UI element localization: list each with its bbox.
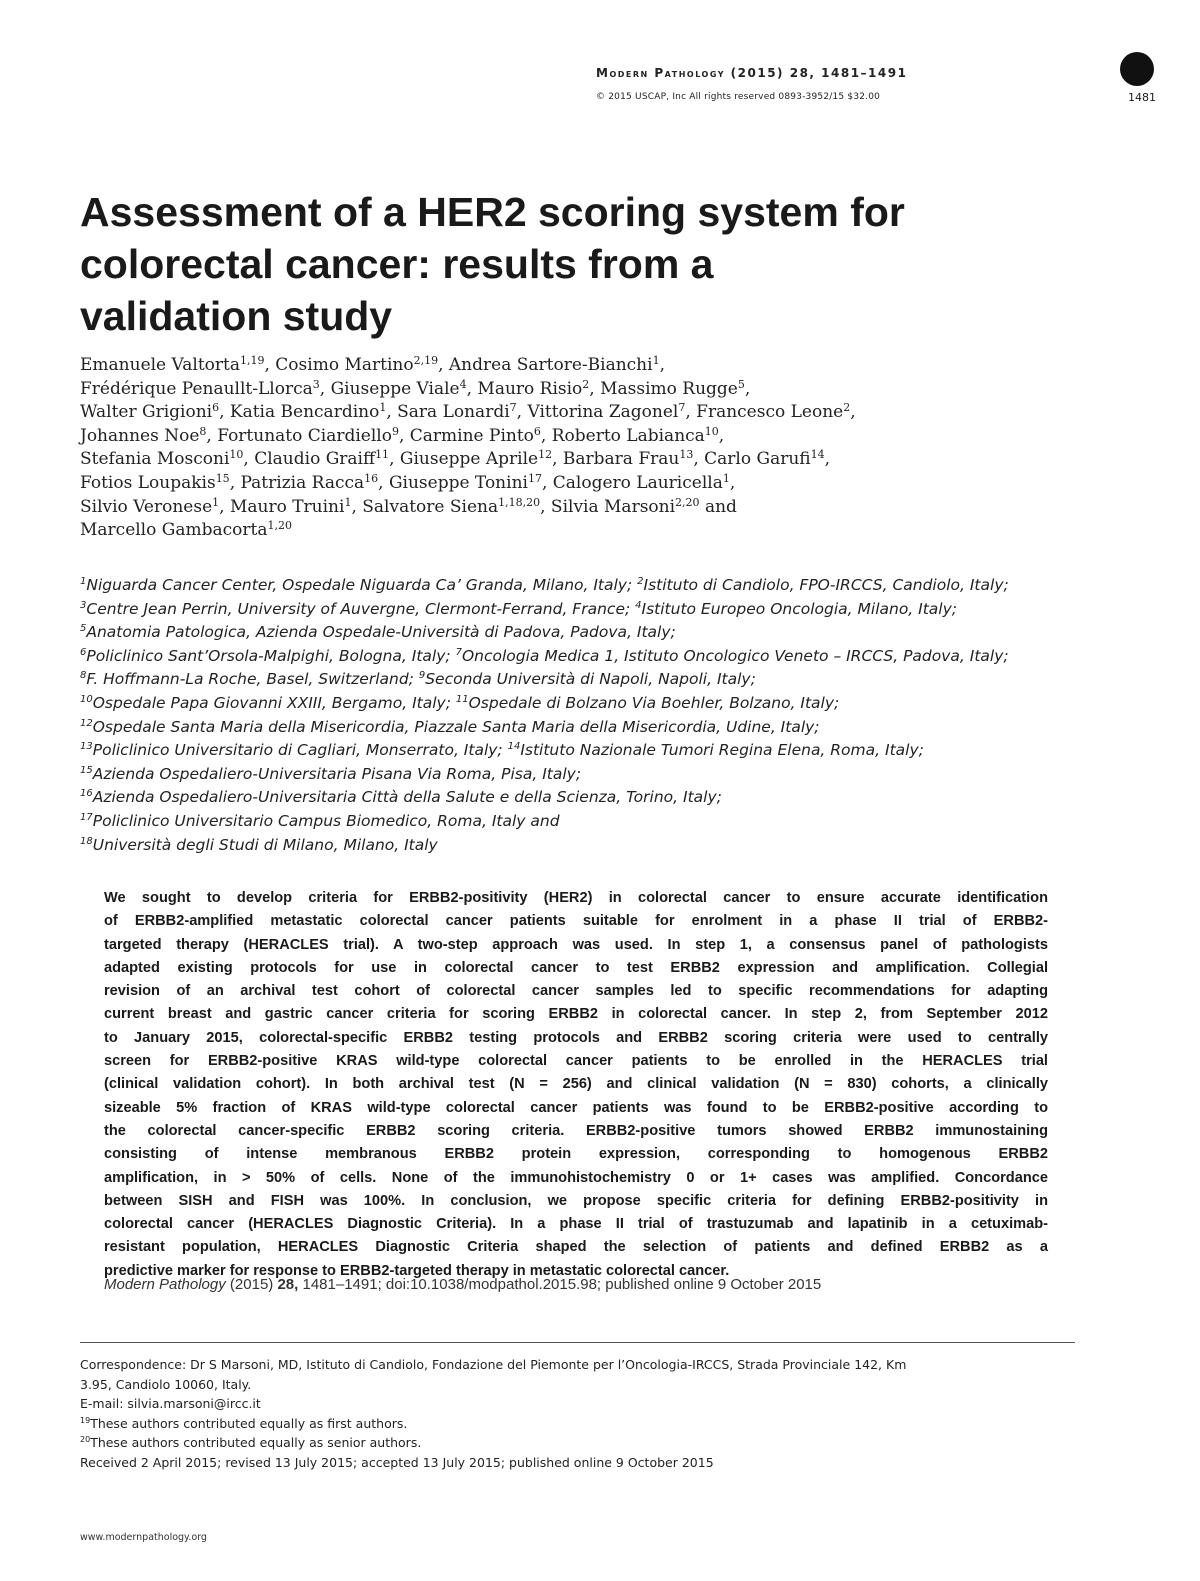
- author-affiliation-ref: 1,19: [239, 354, 265, 367]
- affiliation-line: [80, 810, 1090, 834]
- citation-volume: 28,: [277, 1276, 299, 1293]
- author: Andrea Sartore-Bianchi: [448, 355, 653, 375]
- author-affiliation-ref: 17: [527, 471, 542, 485]
- footnote-number: 19: [80, 1415, 91, 1425]
- affiliation: F. Hoffmann-La Roche, Basel, Switzerland;: [86, 670, 414, 689]
- affiliation: Ospedale Santa Maria della Misericordia, Piazzale Santa Maria della Misericordia, Udine, Italy;: [92, 717, 820, 736]
- footnote-text: These authors contributed equally as senior authors.: [90, 1435, 422, 1451]
- author-affiliation-ref: 6: [533, 424, 541, 438]
- author: Cosimo Martino: [275, 355, 414, 375]
- author: Johannes Noe: [80, 425, 200, 446]
- abstract-line: of ERBB2-amplified metastatic colorectal cancer patients suitable for enrolment in a phase II trial of ERBB2-: [104, 913, 1048, 930]
- footnote-number: 20: [80, 1435, 91, 1445]
- author-affiliation-ref: 1,18,20: [498, 495, 541, 509]
- author: Salvatore Siena: [362, 496, 499, 517]
- affiliation: Azienda Ospedaliero-Universitaria Città della Salute e della Scienza, Torino, Italy;: [92, 788, 722, 807]
- affiliation-number: 15: [80, 764, 93, 776]
- author: Fotios Loupakis: [80, 472, 216, 493]
- abstract-line: resistant population, HERACLES Diagnostic Criteria shaped the selection of patients and defined ERBB2 as a: [104, 1239, 1048, 1256]
- affiliation-number: 18: [80, 835, 93, 847]
- abstract-line: targeted therapy (HERACLES trial). A two-step approach was used. In step 1, a consensus panel of pathologists: [104, 936, 1048, 953]
- author-affiliation-ref: 1: [722, 471, 730, 485]
- author-affiliation-ref: 2,20: [675, 495, 700, 509]
- journal-citation-header: Modern Pathology (2015) 28, 1481–1491: [596, 66, 908, 80]
- affiliation: Istituto Nazionale Tumori Regina Elena, Roma, Italy;: [520, 741, 924, 760]
- affiliation-number: 10: [80, 693, 93, 705]
- author: Fortunato Ciardiello: [217, 425, 392, 446]
- citation-journal: Modern Pathology: [104, 1276, 226, 1293]
- article-title: [80, 186, 1060, 342]
- abstract-line: predictive marker for response to ERBB2-targeted therapy in metastatic colorectal cancer.: [104, 1262, 730, 1279]
- footnote-equal-first: [80, 1414, 1080, 1434]
- author-line: Johannes Noe$^8$, Fortunato Ciardiello$^9$, Carmine Pinto$^6$, Roberto Labianca$^{10}$,: [80, 424, 725, 446]
- author-line: Frédérique Penaullt-Llorca$^3$, Giuseppe Viale$^4$, Mauro Risio$^2$, Massimo Rugge$^5$,: [80, 377, 751, 399]
- affiliation: Policlinico Sant’Orsola-Malpighi, Bologna, Italy;: [86, 646, 451, 665]
- author-affiliation-ref: 10: [704, 424, 719, 438]
- affiliation-number: 3: [80, 599, 87, 611]
- affiliation-number: 8: [80, 670, 87, 682]
- author-affiliation-ref: 12: [538, 448, 553, 462]
- author-line: Fotios Loupakis$^{15}$, Patrizia Racca$^{16}$, Giuseppe Tonini$^{17}$, Calogero Lauricella$^1$,: [80, 471, 736, 493]
- author-affiliation-ref: 2: [582, 377, 590, 391]
- author: Mauro Truini: [229, 496, 345, 517]
- author: Claudio Graiff: [254, 449, 376, 470]
- author-affiliation-ref: 1: [212, 495, 220, 509]
- author-affiliation-ref: 4: [459, 377, 467, 391]
- abstract-line: the colorectal cancer-specific ERBB2 scoring criteria. ERBB2-positive tumors showed ERBB2 immunostaining: [104, 1122, 1048, 1139]
- author-affiliation-ref: 10: [229, 448, 244, 462]
- author-line: Stefania Mosconi$^{10}$, Claudio Graiff$^{11}$, Giuseppe Aprile$^{12}$, Barbara Frau$^{13}$, Carlo Garufi$^{14}$,: [80, 448, 831, 470]
- author-affiliation-ref: 15: [215, 471, 230, 485]
- affiliation-line: [80, 739, 1090, 763]
- author-line: Walter Grigioni$^6$, Katia Bencardino$^1$, Sara Lonardi$^7$, Vittorina Zagonel$^7$, Francesco Leone$^2$,: [80, 401, 856, 423]
- received-dates: Received 2 April 2015; revised 13 July 2015; accepted 13 July 2015; published online 9 October 2015: [80, 1454, 714, 1470]
- affiliation: Policlinico Universitario di Cagliari, Monserrato, Italy;: [92, 741, 503, 760]
- affiliation-number: 2: [637, 576, 644, 587]
- affiliation-number: 7: [455, 646, 462, 658]
- author-affiliation-ref: 11: [375, 448, 390, 462]
- title-line: validation study: [80, 293, 393, 339]
- affiliation: Seconda Università di Napoli, Napoli, Italy;: [425, 670, 756, 689]
- affiliation-line: [80, 716, 1090, 740]
- author: Giuseppe Aprile: [399, 449, 539, 470]
- title-line: colorectal cancer: results from a: [80, 241, 714, 287]
- affiliation: Ospedale di Bolzano Via Boehler, Bolzano, Italy;: [468, 693, 840, 712]
- affiliation-number: 17: [80, 811, 93, 823]
- affiliation-line: [80, 574, 1090, 598]
- citation-details: 1481–1491; doi:10.1038/modpathol.2015.98; published online 9 October 2015: [302, 1276, 822, 1293]
- author-affiliation-ref: 7: [509, 401, 517, 415]
- author: Roberto Labianca: [551, 425, 705, 446]
- abstract-line: amplification, in > 50% of cells. None of the immunohistochemistry 0 or 1+ cases was amplified. Concordance: [104, 1169, 1048, 1186]
- author-affiliation-ref: 14: [810, 448, 825, 462]
- author-affiliation-ref: 3: [312, 377, 320, 391]
- affiliation-number: 5: [80, 623, 87, 635]
- author: Massimo Rugge: [600, 378, 738, 399]
- abstract-line: (clinical validation cohort). In both archival test (N = 256) and clinical validation (N = 830) cohorts, a clinically: [104, 1076, 1048, 1093]
- author-list: [80, 354, 1090, 543]
- page-number: 1481: [1128, 91, 1156, 104]
- running-header: [596, 66, 1156, 102]
- correspondence-line: 3.95, Candiolo 10060, Italy.: [80, 1376, 252, 1392]
- author: Stefania Mosconi: [80, 449, 230, 470]
- footnotes: [80, 1355, 1080, 1473]
- author-line: [80, 519, 1090, 543]
- author: Marcello Gambacorta: [80, 520, 268, 541]
- affiliation-number: 13: [80, 741, 93, 753]
- abstract-line: colorectal cancer (HERACLES Diagnostic Criteria). In a phase II trial of trastuzumab and lapatinib in a cetuximab-: [104, 1216, 1048, 1233]
- author: Carmine Pinto: [409, 425, 534, 446]
- email-line: E-mail: silvia.marsoni@ircc.it: [80, 1396, 261, 1412]
- author: Walter Grigioni: [80, 402, 213, 423]
- affiliation-number: 1: [80, 576, 87, 587]
- journal-website: www.modernpathology.org: [80, 1532, 207, 1543]
- affiliation-number: 12: [80, 717, 93, 729]
- abstract-line: consisting of intense membranous ERBB2 protein expression, corresponding to homogenous ERBB2: [104, 1146, 1048, 1163]
- affiliation-line: [80, 621, 1090, 645]
- author: Calogero Lauricella: [552, 472, 723, 493]
- abstract-line: We sought to develop criteria for ERBB2-positivity (HER2) in colorectal cancer to ensure accurate identification: [104, 890, 1048, 906]
- author-affiliation-ref: 5: [737, 377, 745, 391]
- affiliation-list: [80, 574, 1090, 857]
- author: Mauro Risio: [477, 378, 583, 399]
- affiliation-number: 16: [80, 788, 93, 800]
- affiliation-number: 6: [80, 646, 87, 658]
- author-affiliation-ref: 2,19: [413, 354, 439, 367]
- author: Vittorina Zagonel: [527, 402, 679, 423]
- article-citation: [104, 1276, 1048, 1293]
- abstract-line: between SISH and FISH was 100%. In conclusion, we propose specific criteria for defining ERBB2-positivity in: [104, 1192, 1048, 1209]
- author-affiliation-ref: 1: [379, 401, 387, 415]
- affiliation: Oncologia Medica 1, Istituto Oncologico Veneto – IRCCS, Padova, Italy;: [461, 646, 1009, 665]
- abstract-line: sizeable 5% fraction of KRAS wild-type colorectal cancer patients was found to be ERBB2-positive according to: [104, 1099, 1048, 1116]
- affiliation-line: [80, 834, 1090, 858]
- author-affiliation-ref: 13: [679, 448, 694, 462]
- affiliation: Azienda Ospedaliero-Universitaria Pisana Via Roma, Pisa, Italy;: [92, 764, 582, 783]
- affiliation-line: [80, 598, 1090, 622]
- author-affiliation-ref: 2: [843, 401, 851, 415]
- copyright-line: © 2015 USCAP, Inc All rights reserved 0893-3952/15 $32.00: [596, 92, 881, 102]
- author-affiliation-ref: 6: [212, 401, 220, 415]
- affiliation-line: [80, 668, 1090, 692]
- author-affiliation-ref: 9: [391, 424, 399, 438]
- affiliation: Ospedale Papa Giovanni XXIII, Bergamo, Italy;: [92, 693, 451, 712]
- affiliation: Anatomia Patologica, Azienda Ospedale-Università di Padova, Padova, Italy;: [86, 623, 676, 642]
- affiliation: Niguarda Cancer Center, Ospedale Niguarda Ca’ Granda, Milano, Italy;: [86, 576, 633, 594]
- author: Giuseppe Tonini: [388, 472, 528, 493]
- author: Emanuele Valtorta: [80, 355, 240, 375]
- author-affiliation-ref: 16: [364, 471, 379, 485]
- footnote-equal-senior: [80, 1433, 1080, 1453]
- affiliation-line: [80, 645, 1090, 669]
- author-affiliation-ref: 8: [199, 424, 207, 438]
- title-line: Assessment of a HER2 scoring system for: [80, 189, 905, 235]
- author: Silvia Marsoni: [550, 496, 676, 517]
- corner-dot-icon: [1120, 52, 1154, 86]
- affiliation: Istituto di Candiolo, FPO-IRCCS, Candiolo, Italy;: [643, 576, 1009, 594]
- author-affiliation-ref: 1: [652, 354, 660, 367]
- author: Sara Lonardi: [397, 402, 510, 423]
- author-affiliation-ref: 1: [344, 495, 352, 509]
- author: Frédérique Penaullt-Llorca: [80, 378, 313, 399]
- abstract-line: to January 2015, colorectal-specific ERBB2 testing protocols and ERBB2 scoring criteria were used to centrally: [104, 1029, 1048, 1046]
- author-conjunction: and: [704, 496, 737, 517]
- correspondence-line: Correspondence: Dr S Marsoni, MD, Istituto di Candiolo, Fondazione del Piemonte per l’Oncologia-IRCCS, Strada Provinciale 142, Km: [80, 1357, 907, 1372]
- author: Katia Bencardino: [229, 402, 380, 423]
- affiliation: Università degli Studi di Milano, Milano, Italy: [92, 835, 438, 854]
- citation-year: (2015): [229, 1276, 274, 1293]
- abstract-line: adapted existing protocols for use in colorectal cancer to test ERBB2 expression and amplification. Collegial: [104, 959, 1048, 976]
- footnote-text: These authors contributed equally as first authors.: [90, 1415, 408, 1431]
- affiliation: Istituto Europeo Oncologia, Milano, Italy;: [641, 599, 958, 618]
- abstract-line: revision of an archival test cohort of colorectal cancer samples led to specific recommendations for adapting: [104, 983, 1048, 1000]
- author-line: Silvio Veronese$^1$, Mauro Truini$^1$, Salvatore Siena$^{1,18,20}$, Silvia Marsoni$^{2,20}$ and: [80, 495, 737, 517]
- abstract-line: current breast and gastric cancer criteria for scoring ERBB2 in colorectal cancer. In step 2, from September 2012: [104, 1006, 1048, 1023]
- author: Francesco Leone: [696, 402, 844, 423]
- abstract: [104, 887, 1048, 1283]
- footnote-divider: [80, 1342, 1075, 1343]
- affiliation-number: 14: [507, 741, 521, 753]
- author: Silvio Veronese: [80, 496, 213, 517]
- affiliation-line: [80, 786, 1090, 810]
- affiliation-number: 11: [455, 693, 469, 705]
- affiliation-number: 4: [635, 599, 642, 611]
- abstract-line: screen for ERBB2-positive KRAS wild-type colorectal cancer patients to be enrolled in the HERACLES trial: [104, 1053, 1048, 1070]
- affiliation: Centre Jean Perrin, University of Auvergne, Clermont-Ferrand, France;: [86, 599, 631, 618]
- affiliation-number: 9: [418, 670, 426, 682]
- author: Patrizia Racca: [240, 472, 365, 493]
- author-affiliation-ref: 1,20: [267, 519, 292, 533]
- affiliation-line: [80, 763, 1090, 787]
- author: Giuseppe Viale: [330, 378, 460, 399]
- author: Carlo Garufi: [704, 449, 811, 470]
- author-affiliation-ref: 7: [678, 401, 686, 415]
- affiliation: Policlinico Universitario Campus Biomedico, Roma, Italy and: [92, 811, 560, 830]
- author-line: Emanuele Valtorta$^{1,19}$, Cosimo Martino$^{2,19}$, Andrea Sartore-Bianchi$^1$,: [80, 354, 665, 375]
- affiliation-line: [80, 692, 1090, 716]
- author: Barbara Frau: [562, 449, 680, 470]
